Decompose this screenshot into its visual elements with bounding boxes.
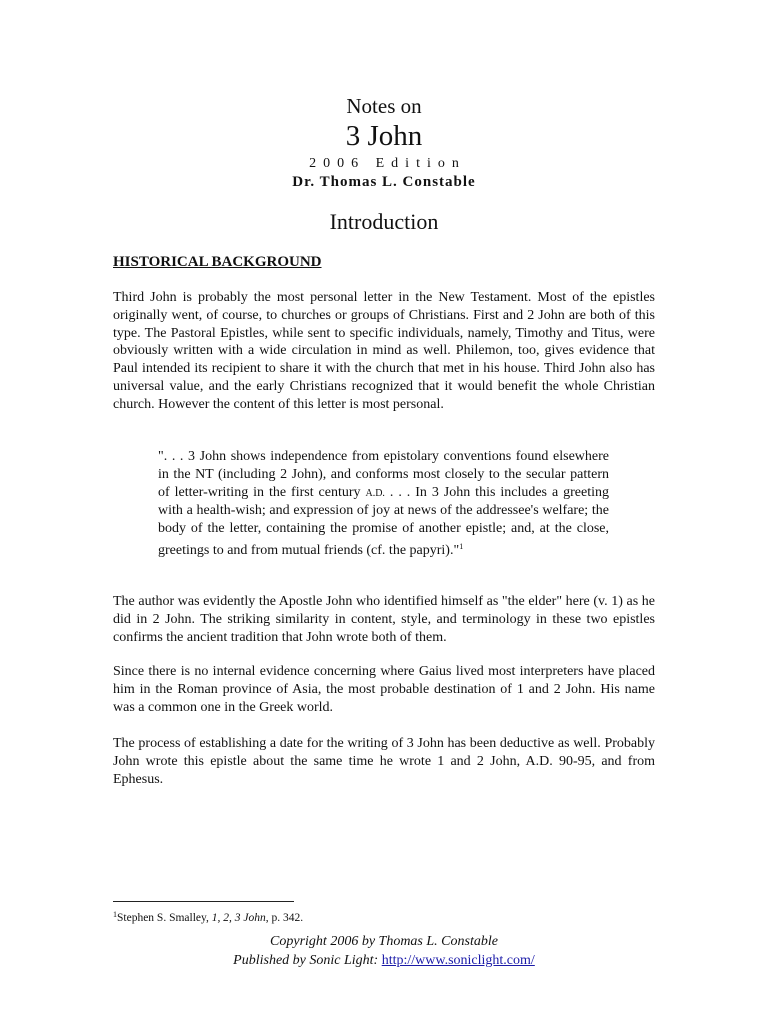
footnote-book: 1, 2, 3 John <box>211 912 266 924</box>
paragraph-4: The process of establishing a date for the writing of 3 John has been deductive as well. Probably John wrote this epistle about the same time he wrote 1 and 2 John, A.D. 90-95, and from Ephesus. <box>113 736 655 787</box>
footnote-divider <box>113 901 294 902</box>
footnote-author: Stephen S. Smalley, <box>117 912 212 924</box>
footnote-page: , p. 342. <box>265 912 304 924</box>
publisher-link[interactable]: http://www.soniclight.com/ <box>381 953 535 968</box>
quote-text-before: ". . . 3 John shows independence from epistolary conventions found elsewhere in the NT (including 2 John), and conforms most closely to the secular pattern of letter-writing in the first century <box>158 449 609 500</box>
paragraph-3: Since there is no internal evidence concerning where Gaius lived most interpreters have placed him in the Roman province of Asia, the most probable destination of 1 and 2 John. His name was a common one in the Greek world. <box>113 664 655 715</box>
publisher-line <box>0 953 768 969</box>
block-quote <box>158 448 609 560</box>
subsection-heading: HISTORICAL BACKGROUND <box>113 254 322 270</box>
quote-text-after: . . . In 3 John this includes a greeting with a health-wish; and expression of joy at news of the addressee's welfare; the body of the letter, containing the promise of another epistle; and, at the close, greetings to and from mutual friends (cf. the papyri)." <box>158 484 609 558</box>
copyright-line: Copyright 2006 by Thomas L. Constable <box>270 934 498 949</box>
footnote-mark: 1 <box>113 910 117 919</box>
footnote <box>113 910 303 924</box>
edition-label: 2006 Edition <box>309 156 466 171</box>
publisher-label: Published by Sonic Light: <box>233 953 382 968</box>
quote-era: A.D. <box>365 487 385 499</box>
paragraph-2: The author was evidently the Apostle John who identified himself as "the elder" here (v. 1) as he did in 2 John. The striking similarity in content, style, and terminology in these two epistles confirms the ancient tradition that John wrote both of them. <box>113 594 655 645</box>
author-name: Dr. Thomas L. Constable <box>292 174 476 190</box>
paragraph-1: Third John is probably the most personal letter in the New Testament. Most of the epistles originally went, of course, to churches or groups of Christians. First and 2 John are both of this type. The Pastoral Epistles, while sent to specific individuals, namely, Timothy and Titus, were obviously written with a wide circulation in mind as well. Philemon, too, gives evidence that Paul intended its recipient to share it with the church that met in his house. Third John also has universal value, and the early Christians recognized that it would benefit the whole Christian church. However the content of this letter is most personal. <box>113 290 655 412</box>
notes-on-label: Notes on <box>346 94 422 118</box>
document-title: 3 John <box>345 120 423 152</box>
section-title: Introduction <box>329 209 439 234</box>
footnote-reference[interactable]: 1 <box>459 541 464 551</box>
